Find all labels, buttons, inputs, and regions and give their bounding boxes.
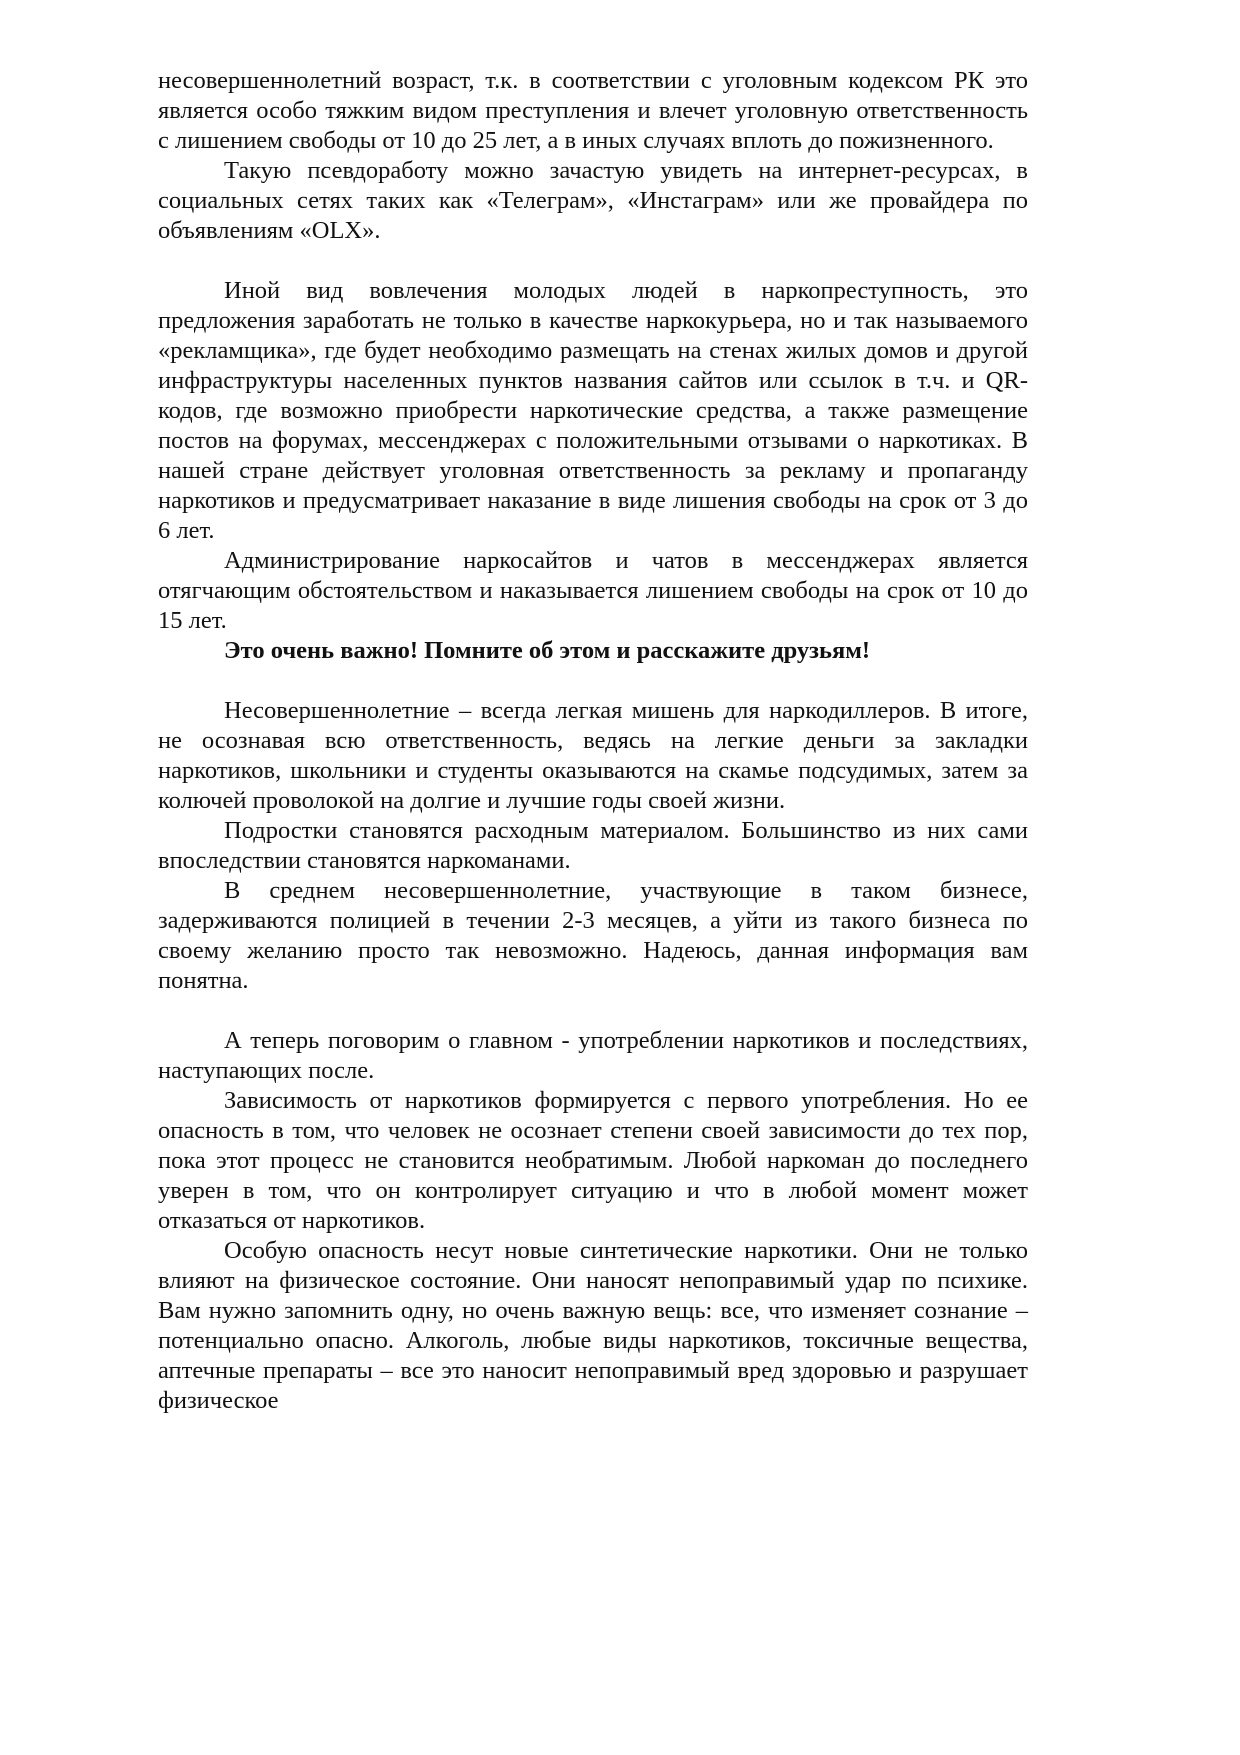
paragraph-spacer bbox=[158, 666, 1028, 696]
paragraph-minors-easy-target: Несовершеннолетние – всегда легкая мишень для наркодиллеров. В итоге, не осознавая всю ответственность, ведясь на легкие деньги за закладки наркотиков, школьники и студенты оказываются на скамье подсудимых, затем за колючей проволокой на долгие и лучшие годы своей жизни. bbox=[158, 697, 1028, 814]
paragraph-important-notice: Это очень важно! Помните об этом и расскажите друзьям! bbox=[224, 637, 871, 664]
paragraph-spacer bbox=[158, 996, 1028, 1026]
paragraph-spacer bbox=[158, 246, 1028, 276]
paragraph-site-administration: Администрирование наркосайтов и чатов в мессенджерах является отягчающим обстоятельством и наказывается лишением свободы на срок от 10 до 15 лет. bbox=[158, 547, 1028, 634]
paragraph-pseudo-work-sources: Такую псевдоработу можно зачастую увидеть на интернет-ресурсах, в социальных сетях таких как «Телеграм», «Инстаграм» или же провайдера по объявлениям «OLX». bbox=[158, 157, 1028, 244]
document-page bbox=[158, 66, 1028, 1416]
paragraph-advertiser-involvement: Иной вид вовлечения молодых людей в наркопреступность, это предложения заработать не только в качестве наркокурьера, но и так называемого «рекламщика», где будет необходимо размещать на стенах жилых домов и другой инфраструктуры населенных пунктов названия сайтов или ссылок в т.ч. и QR-кодов, где возможно приобрести наркотические средства, а также размещение постов на форумах, мессенджерах с положительными отзывами о наркотиках. В нашей стране действует уголовная ответственность за рекламу и пропаганду наркотиков и предусматривает наказание в виде лишения свободы на срок от 3 до 6 лет. bbox=[158, 277, 1028, 544]
paragraph-penalty-minors: несовершеннолетний возраст, т.к. в соответствии с уголовным кодексом РК это является особо тяжким видом преступления и влечет уголовную ответственность с лишением свободы от 10 до 25 лет, а в иных случаях вплоть до пожизненного. bbox=[158, 67, 1028, 154]
paragraph-detention-period: В среднем несовершеннолетние, участвующие в таком бизнесе, задерживаются полицией в течении 2-3 месяцев, а уйти из такого бизнеса по своему желанию просто так невозможно. Надеюсь, данная информация вам понятна. bbox=[158, 877, 1028, 994]
paragraph-teens-expendable: Подростки становятся расходным материалом. Большинство из них сами впоследствии становятся наркоманами. bbox=[158, 817, 1028, 874]
paragraph-synthetic-drugs: Особую опасность несут новые синтетические наркотики. Они не только влияют на физическое состояние. Они наносят непоправимый удар по психике. Вам нужно запомнить одну, но очень важную вещь: все, что изменяет сознание – потенциально опасно. Алкоголь, любые виды наркотиков, токсичные вещества, аптечные препараты – все это наносит непоправимый вред здоровью и разрушает физическое bbox=[158, 1237, 1028, 1414]
paragraph-addiction-forms: Зависимость от наркотиков формируется с первого употребления. Но ее опасность в том, что человек не осознает степени своей зависимости до тех пор, пока этот процесс не становится необратимым. Любой наркоман до последнего уверен в том, что он контролирует ситуацию и что в любой момент может отказаться от наркотиков. bbox=[158, 1087, 1028, 1234]
paragraph-drug-use-intro: А теперь поговорим о главном - употреблении наркотиков и последствиях, наступающих после. bbox=[158, 1027, 1028, 1084]
